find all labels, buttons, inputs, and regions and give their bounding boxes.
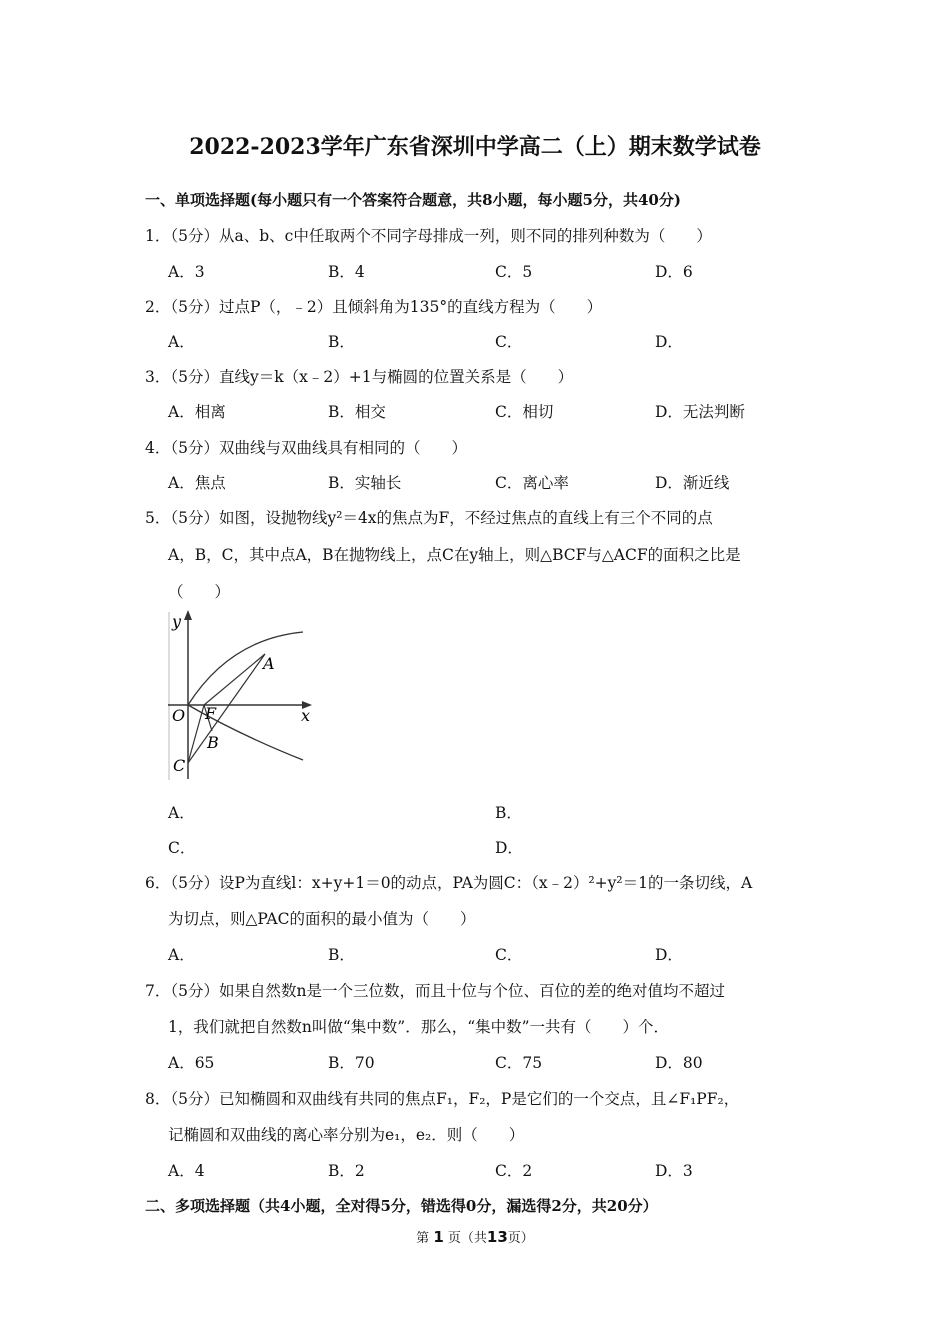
- question-5-line-1: 5．（5分）如图，设抛物线y²＝4x的焦点为F，不经过焦点的直线上有三个不同的点: [145, 509, 713, 527]
- q4-option-d: D．渐近线: [655, 474, 730, 492]
- question-8-line-2: 记椭圆和双曲线的离心率分别为e₁，e₂．则（ ）: [168, 1126, 525, 1144]
- q7-option-b: B．70: [328, 1054, 375, 1072]
- q3-option-a: A．相离: [168, 403, 226, 421]
- section-1-heading: 一、单项选择题(每小题只有一个答案符合题意，共8小题，每小题5分，共40分): [145, 191, 681, 209]
- q3-option-d: D．无法判断: [655, 403, 745, 421]
- q2-option-a: A．: [168, 333, 195, 351]
- q3-option-b: B．相交: [328, 403, 386, 421]
- q1-option-a: A．3: [168, 263, 205, 281]
- figure-label-x: x: [301, 706, 311, 725]
- q8-option-b: B．2: [328, 1162, 365, 1180]
- question-1: 1．（5分）从a、b、c中任取两个不同字母排成一列，则不同的排列种数为（ ）: [145, 227, 712, 245]
- q5-option-b: B．: [495, 804, 522, 822]
- figure-label-c: C: [173, 756, 186, 775]
- figure-label-y: y: [172, 612, 182, 631]
- q4-option-c: C．离心率: [495, 474, 569, 492]
- q4-option-b: B．实轴长: [328, 474, 402, 492]
- q5-option-a: A．: [168, 804, 195, 822]
- q6-option-b: B．: [328, 946, 355, 964]
- question-7-line-2: 1，我们就把自然数n叫做“集中数”．那么，“集中数”一共有（ ）个．: [168, 1018, 670, 1036]
- question-2: 2．（5分）过点P（，﹣2）且倾斜角为135°的直线方程为（ ）: [145, 298, 603, 316]
- section-2-heading: 二、多项选择题（共4小题，全对得5分，错选得0分，漏选得2分，共20分）: [145, 1197, 658, 1215]
- q1-option-d: D．6: [655, 263, 693, 281]
- question-7-line-1: 7．（5分）如果自然数n是一个三位数，而且十位与个位、百位的差的绝对值均不超过: [145, 982, 725, 1000]
- q4-option-a: A．焦点: [168, 474, 226, 492]
- q2-option-b: B．: [328, 333, 355, 351]
- q3-option-c: C．相切: [495, 403, 554, 421]
- q2-option-d: D．: [655, 333, 683, 351]
- page-footer: [0, 1227, 950, 1246]
- q7-option-d: D．80: [655, 1054, 703, 1072]
- parabola-curve: [188, 632, 303, 760]
- question-4: 4．（5分）双曲线与双曲线具有相同的（ ）: [145, 439, 467, 457]
- q1-option-b: B．4: [328, 263, 365, 281]
- q7-option-a: A．65: [168, 1054, 215, 1072]
- line-abc: [188, 654, 265, 763]
- q8-option-c: C．2: [495, 1162, 533, 1180]
- question-5-line-2: A，B，C，其中点A，B在抛物线上，点C在y轴上，则△BCF与△ACF的面积之比是: [168, 546, 741, 564]
- q6-option-a: A．: [168, 946, 195, 964]
- segment-cf: [188, 705, 204, 763]
- q8-option-a: A．4: [168, 1162, 205, 1180]
- footer-total-pages: 13: [486, 1228, 508, 1246]
- footer-prefix: 第: [416, 1231, 430, 1246]
- footer-suffix: 页）: [507, 1231, 534, 1246]
- q5-option-d: D．: [495, 839, 523, 857]
- question-6-line-2: 为切点，则△PAC的面积的最小值为（ ）: [168, 910, 476, 928]
- footer-middle: 页（共: [447, 1231, 487, 1246]
- figure-label-b: B: [207, 733, 219, 752]
- q7-option-c: C．75: [495, 1054, 543, 1072]
- question-8-line-1: 8．（5分）已知椭圆和双曲线有共同的焦点F₁，F₂，P是它们的一个交点，且∠F₁PF₂，: [145, 1090, 740, 1108]
- q8-option-d: D．3: [655, 1162, 693, 1180]
- figure-label-a: A: [263, 654, 275, 673]
- q2-option-c: C．: [495, 333, 523, 351]
- figure-label-f: F: [205, 704, 217, 723]
- question-3: 3．（5分）直线y＝k（x﹣2）+1与椭圆的位置关系是（ ）: [145, 368, 574, 386]
- y-axis-arrow: [184, 610, 192, 620]
- page-title: 2022-2023学年广东省深圳中学高二（上）期末数学试卷: [189, 134, 761, 160]
- question-5-line-3: （ ）: [168, 583, 231, 601]
- figure-label-o: O: [172, 706, 186, 725]
- q1-option-c: C．5: [495, 263, 533, 281]
- q5-option-c: C．: [168, 839, 196, 857]
- q6-option-c: C．: [495, 946, 523, 964]
- parabola-figure: [160, 607, 330, 785]
- footer-page-number: 1: [433, 1228, 444, 1246]
- question-6-line-1: 6．（5分）设P为直线l：x+y+1＝0的动点，PA为圆C：（x﹣2）²+y²＝1的一条切线，A: [145, 874, 753, 892]
- q6-option-d: D．: [655, 946, 683, 964]
